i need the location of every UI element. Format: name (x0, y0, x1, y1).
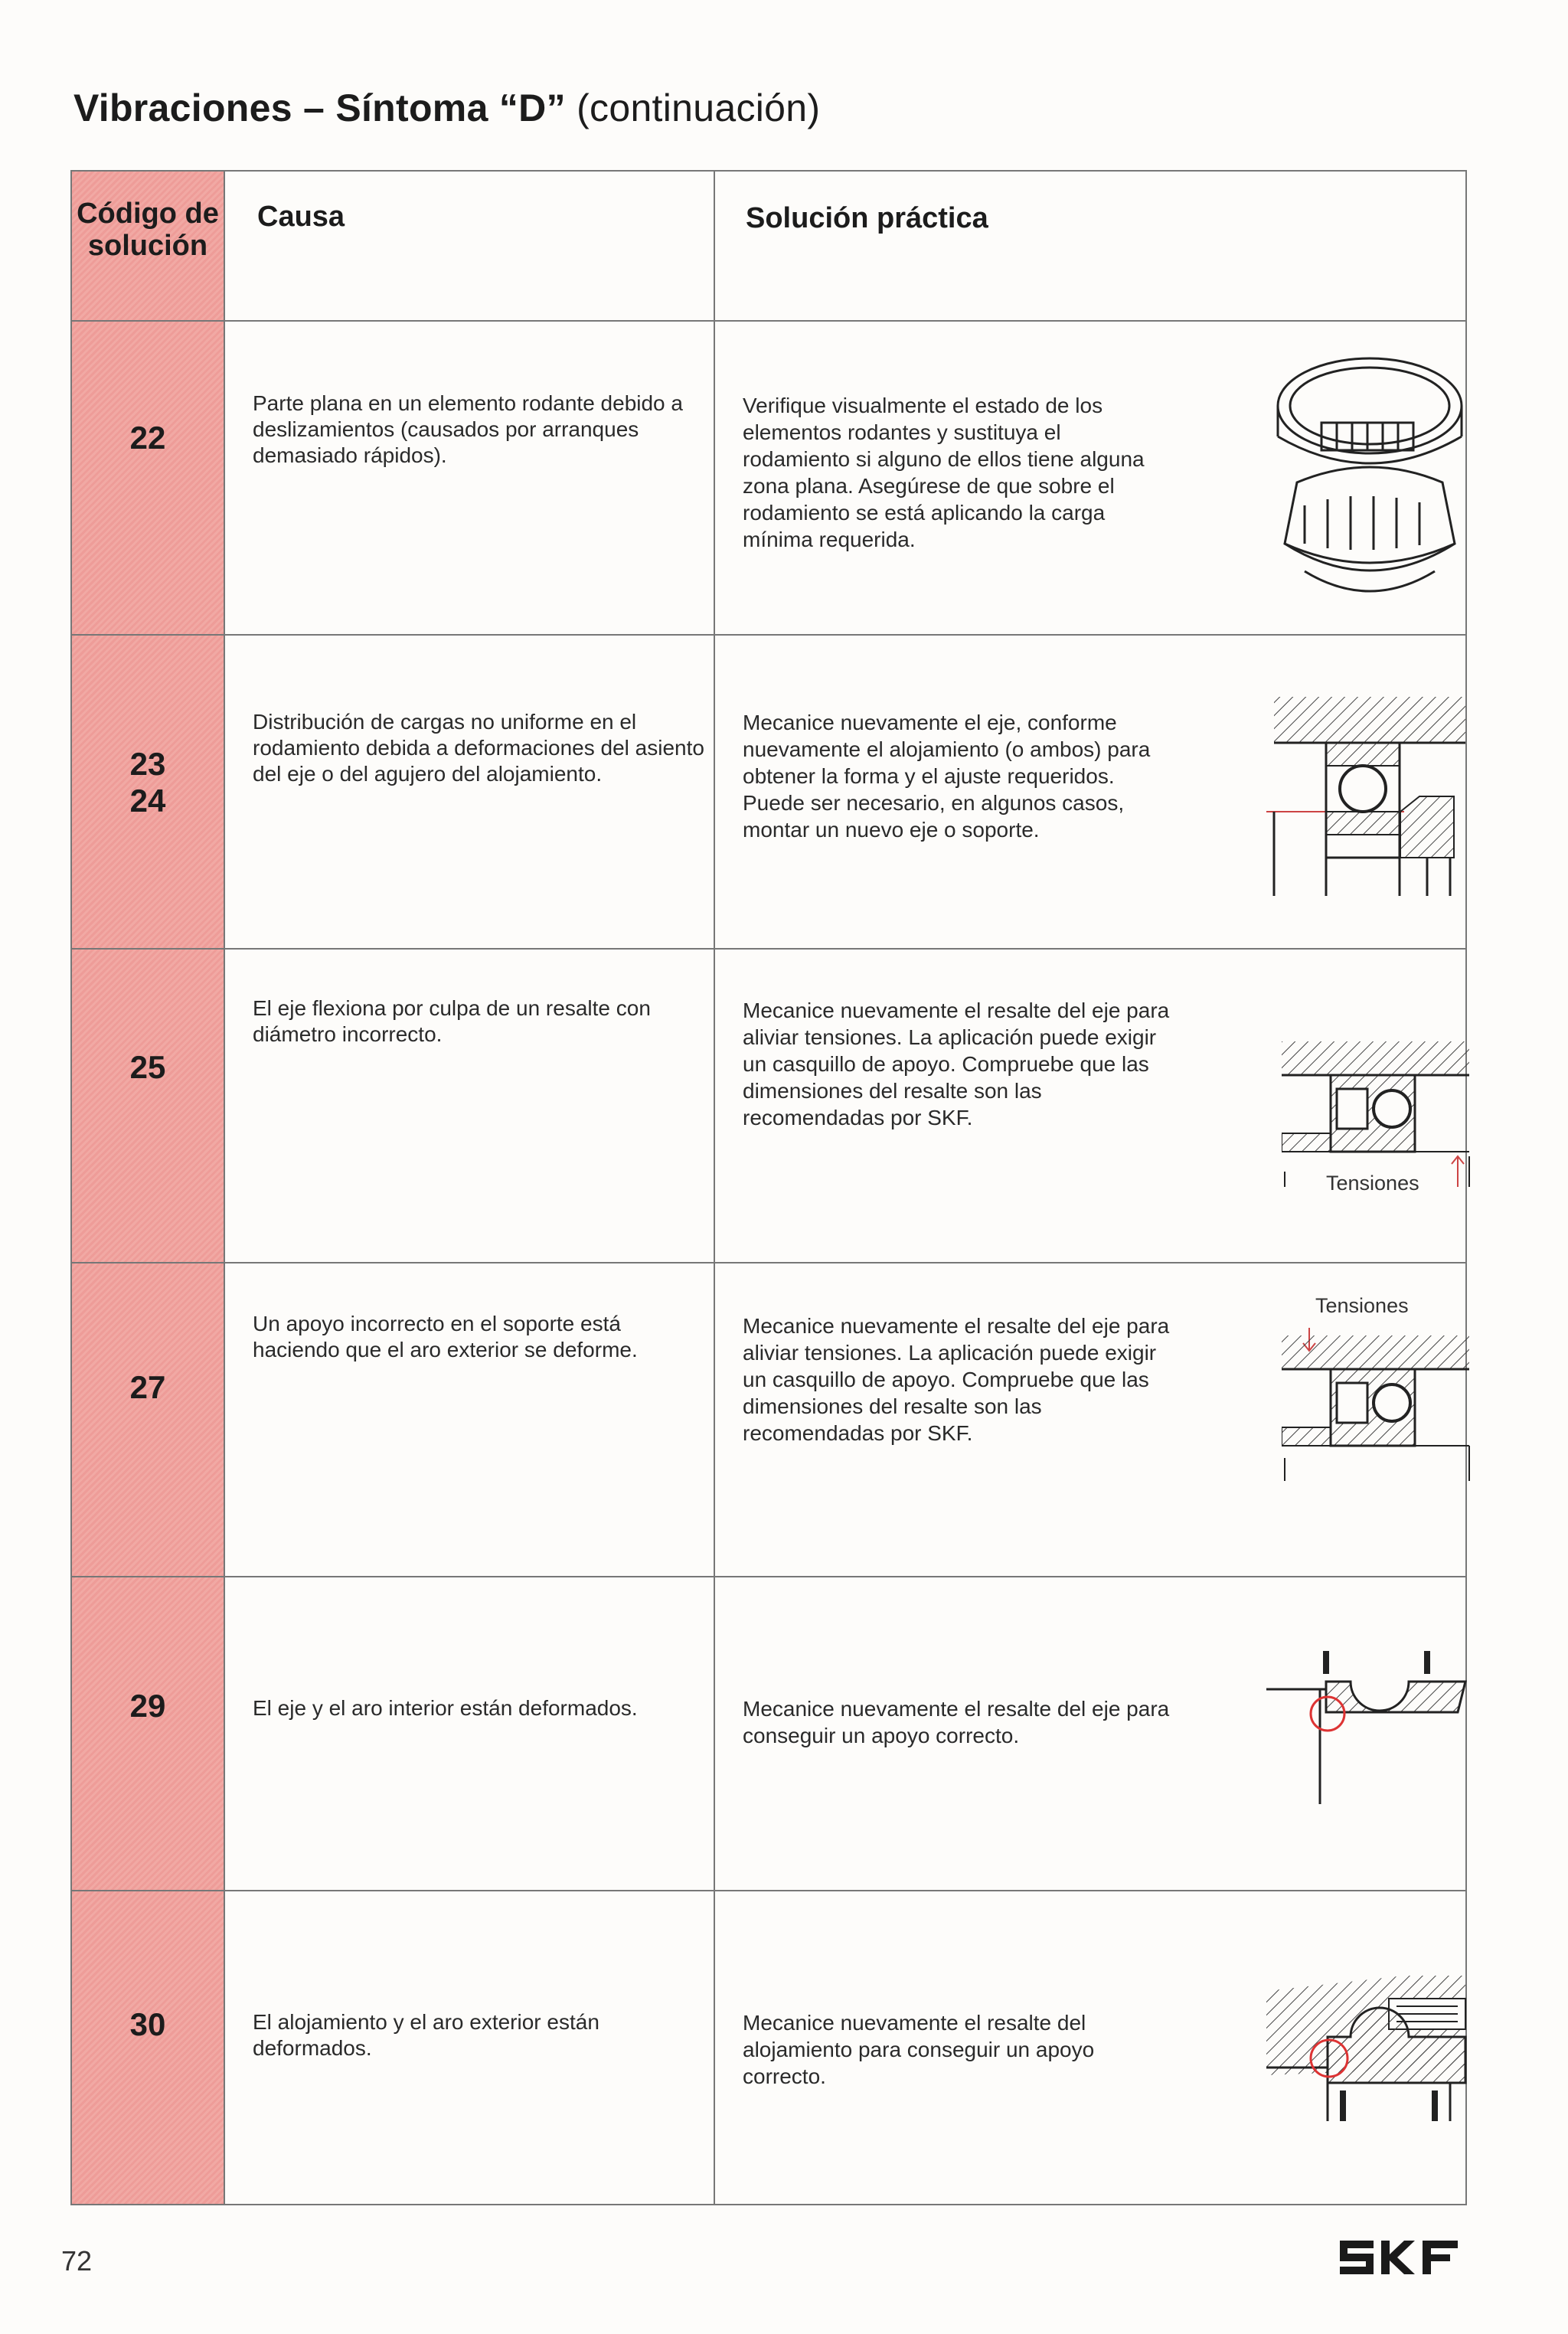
cause-text: Distribución de cargas no uniforme en el rodamiento debida a deformaciones del asiento del eje o del agujero del alojamiento. (253, 710, 704, 786)
cause-text: Parte plana en un elemento rodante debido a deslizamientos (causados por arranques demasiado rápidos). (253, 391, 683, 467)
solution-code: 24 (129, 783, 166, 819)
table-row (71, 1891, 1466, 2205)
tensiones-label: Tensiones (1326, 1172, 1419, 1195)
solution-code: 29 (129, 1688, 166, 1724)
inner-ring-shoulder-icon (1266, 1651, 1473, 1835)
solution-code: 27 (129, 1369, 166, 1405)
table-row (71, 949, 1466, 1263)
cause-cell (224, 1263, 714, 1577)
skf-logo (1340, 2241, 1459, 2274)
solution-text: Mecanice nuevamente el eje, conforme nuevamente el alojamiento (o ambos) para obtener la forma y el ajuste requeridos. Puede ser necesario, en algunos casos, montar un nuevo eje o soporte. (743, 711, 1151, 842)
solution-code: 25 (129, 1049, 166, 1085)
header-code: Código de solución (71, 171, 224, 321)
table-row (71, 635, 1466, 949)
code-cell (71, 1577, 224, 1891)
solution-cell (714, 1263, 1466, 1577)
solution-cell (714, 321, 1466, 635)
page-title-suffix: (continuación) (565, 87, 821, 129)
cause-cell (224, 1891, 714, 2205)
header-cause: Causa (224, 171, 714, 321)
cause-cell (224, 1577, 714, 1891)
cause-text: El eje flexiona por culpa de un resalte con diámetro incorrecto. (253, 996, 651, 1046)
solution-text: Mecanice nuevamente el resalte del eje para aliviar tensiones. La aplicación puede exigir un casquillo de apoyo. Compruebe que las dimensiones del resalte son las recomendadas por SKF. (743, 1314, 1170, 1445)
solution-cell (714, 1891, 1466, 2205)
table-row (71, 321, 1466, 635)
shaft-shoulder-section-icon (1282, 1041, 1473, 1210)
solution-text: Verifique visualmente el estado de los elementos rodantes y sustituya el rodamiento si alguno de ellos tiene alguna zona plana. Asegúrese de que sobre el rodamiento se está aplicando la carga mínima requerida. (743, 394, 1145, 551)
solution-code: 30 (129, 2006, 166, 2042)
cause-cell (224, 949, 714, 1263)
solution-code: 23 (129, 746, 166, 782)
table-row (71, 1263, 1466, 1577)
code-cell (71, 321, 224, 635)
cause-cell (224, 321, 714, 635)
solution-cell (714, 1577, 1466, 1891)
code-cell (71, 1891, 224, 2205)
solution-text: Mecanice nuevamente el resalte del eje para conseguir un apoyo correcto. (743, 1697, 1170, 1747)
tensiones-label: Tensiones (1315, 1294, 1409, 1317)
code-cell (71, 635, 224, 949)
solution-code: 22 (129, 420, 166, 456)
cause-text: Un apoyo incorrecto en el soporte está haciendo que el aro exterior se deforme. (253, 1312, 638, 1362)
page-title (74, 86, 820, 130)
housing-support-section-icon (1282, 1290, 1473, 1489)
solutions-table (70, 170, 1467, 2205)
solution-text: Mecanice nuevamente el resalte del eje para aliviar tensiones. La aplicación puede exigir un casquillo de apoyo. Compruebe que las dimensiones del resalte son las recomendadas por SKF. (743, 999, 1170, 1129)
solution-text: Mecanice nuevamente el resalte del alojamiento para conseguir un apoyo correcto. (743, 2011, 1095, 2088)
table-row (71, 1577, 1466, 1891)
outer-ring-housing-icon (1266, 1976, 1473, 2129)
cause-text: El eje y el aro interior están deformados. (253, 1696, 638, 1720)
code-cell (71, 1263, 224, 1577)
tapered-roller-bearing-icon (1274, 352, 1465, 613)
solution-cell (714, 949, 1466, 1263)
page-title-main: Vibraciones – Síntoma “D” (74, 87, 566, 129)
solution-cell (714, 635, 1466, 949)
table-header-row (71, 171, 1466, 321)
code-cell (71, 949, 224, 1263)
bearing-housing-section-icon (1266, 697, 1473, 911)
header-solution: Solución práctica (714, 171, 1466, 321)
cause-text: El alojamiento y el aro exterior están deformados. (253, 2010, 599, 2060)
cause-cell (224, 635, 714, 949)
page-number: 72 (61, 2245, 93, 2277)
